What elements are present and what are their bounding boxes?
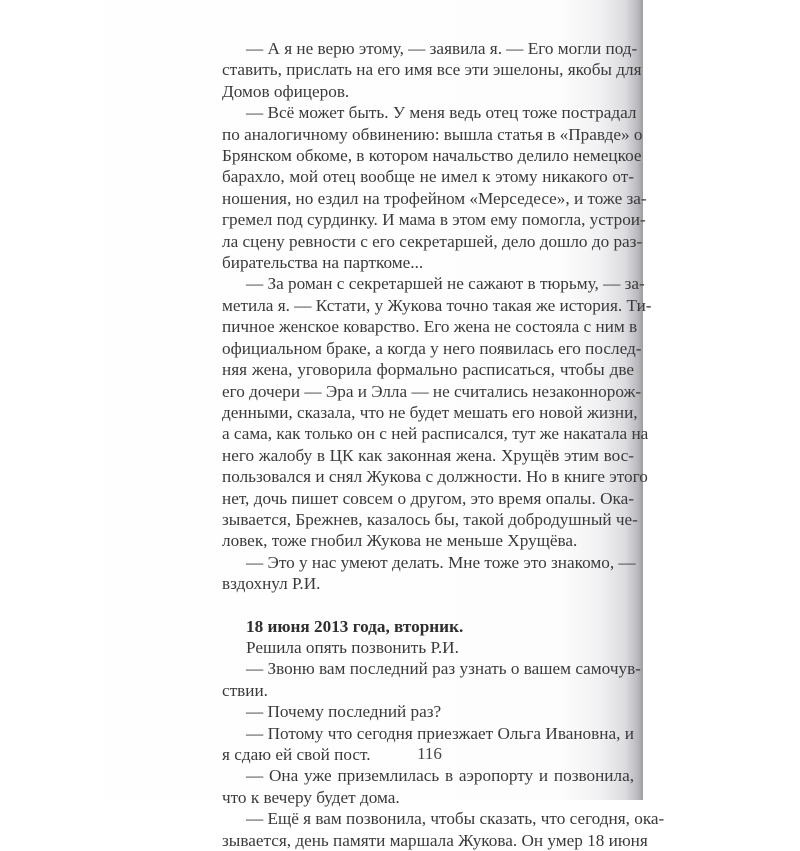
text-line: — Ещё я вам позвонила, чтобы сказать, что сегодня, ока- <box>246 809 665 829</box>
text-line: Брянском обкоме, в котором начальство делило немецкое <box>222 146 642 166</box>
text-line: — Потому что сегодня приезжает Ольга Ивановна, и <box>246 723 634 743</box>
text-line: нет, дочь пишет совсем о другом, это время опалы. Ока- <box>222 488 634 508</box>
text-line: ла сцену ревности с его секретаршей, дело дошло до раз- <box>222 231 643 251</box>
text-line: метила я. — Кстати, у Жукова точно такая же история. Ти- <box>222 295 652 315</box>
text-line: официальном браке, а когда у него появилась его послед- <box>222 338 642 358</box>
text-line: — А я не верю этому, — заявила я. — Его могли под- <box>246 39 638 58</box>
text-line: няя жена, уговорила формально расписаться, чтобы две <box>222 360 634 380</box>
blank-line <box>222 595 634 616</box>
text-line: пичное женское коварство. Его жена не состояла с ним в <box>222 317 638 337</box>
text-line: Домов офицеров. <box>222 81 350 101</box>
text-line: него жалобу в ЦК как законная жена. Хрущёв этим вос- <box>222 445 634 465</box>
text-line: — За роман с секретаршей не сажают в тюрьму, — за- <box>246 274 645 294</box>
text-line: — Всё может быть. У меня ведь отец тоже пострадал <box>246 103 637 123</box>
text-line: вздохнул Р.И. <box>222 574 321 594</box>
page-number <box>0 744 643 764</box>
text-line: что к вечеру будет дома. <box>222 787 400 807</box>
text-line: я сдаю ей свой пост. <box>222 745 371 764</box>
diary-date-heading: 18 июня 2013 года, вторник. <box>246 616 464 636</box>
text-line: пользовался и снял Жукова с должности. Но в книге этого <box>222 467 648 487</box>
text-line: ношения, но ездил на трофейном «Мерседесе», и тоже за- <box>222 188 647 208</box>
text-line: — Это у нас умеют делать. Мне тоже это знакомо, — <box>246 552 636 572</box>
text-line: гремел под сурдинку. И мама в этом ему помогла, устрои- <box>222 210 646 230</box>
text-line: зывается, Брежнев, казалось бы, такой добродушный че- <box>222 509 638 529</box>
text-line: — Почему последний раз? <box>246 702 442 722</box>
text-line: Решила опять позвонить Р.И. <box>246 637 459 657</box>
text-line: ловек, тоже гнобил Жукова не меньше Хрущёва. <box>222 531 578 551</box>
text-line: — Звоню вам последний раз узнать о вашем самочув- <box>246 659 641 679</box>
text-line: ствии. <box>222 680 268 700</box>
text-line: бирательства на парткоме... <box>222 253 424 273</box>
page-number-label: 116 <box>417 744 442 763</box>
text-line: ставить, прислать на его имя все эти эшелоны, якобы для <box>222 60 642 80</box>
text-line: а сама, как только он с ней расписался, тут же накатала на <box>222 424 649 444</box>
page-body-text <box>222 38 665 851</box>
text-line: его дочери — Эра и Элла — не считались незаконнорож- <box>222 381 642 401</box>
text-line: — Она уже приземлилась в аэропорту и позвонила, <box>246 766 634 786</box>
text-line: денными, сказала, что не будет мешать его новой жизни, <box>222 402 638 422</box>
text-line: зывается, день памяти маршала Жукова. Он умер 18 июня <box>222 830 648 850</box>
text-line: барахло, мой отец вообще не имел к этому никакого от- <box>222 167 634 187</box>
text-line: по аналогичному обвинению: вышла статья в «Правде» о <box>222 124 643 144</box>
